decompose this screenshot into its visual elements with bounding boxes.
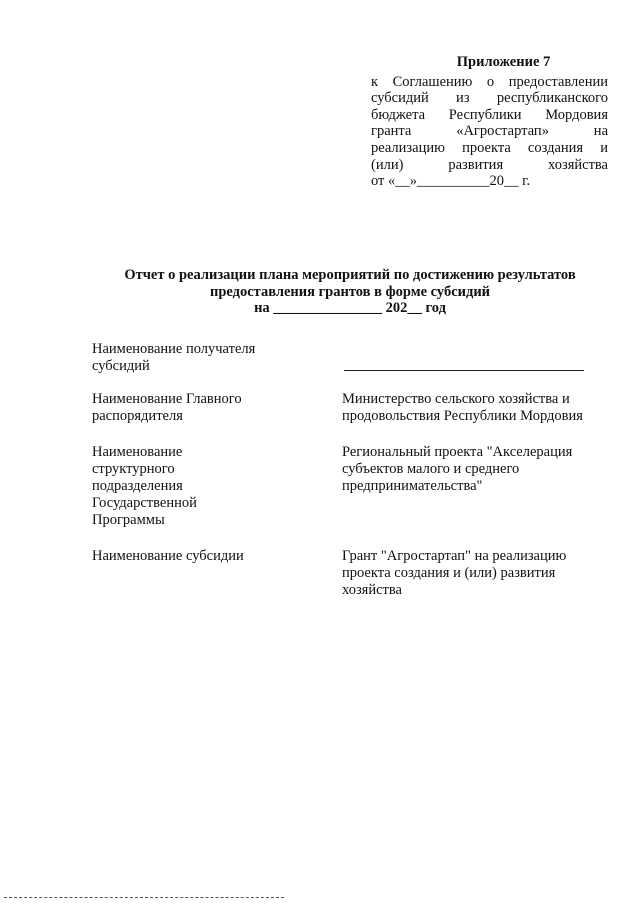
report-period-line: на _______________ 202__ год (254, 300, 446, 316)
field-value: Министерство сельского хозяйства и продовольствия Республики Мордовия (342, 391, 583, 424)
appendix-block (371, 54, 608, 190)
appendix-title: Приложение 7 (456, 54, 551, 70)
appendix-line: субсидий из республиканского (371, 90, 608, 107)
report-title (70, 267, 630, 317)
field-label: Наименование Главного распорядителя (92, 391, 242, 424)
field-label: Наименование получателя субсидий (92, 341, 256, 374)
appendix-line: к Соглашению о предоставлении (371, 73, 608, 90)
appendix-line: (или) развития хозяйства (371, 156, 608, 173)
recipient-blank-line (344, 370, 584, 371)
report-title-line: Отчет о реализации плана мероприятий по достижению результатов (124, 267, 576, 283)
appendix-date-line: от «__»__________20__ г. (371, 173, 531, 190)
field-value: Грант "Агростартап" на реализацию проекта создания и (или) развития хозяйства (342, 548, 567, 598)
field-value: Региональный проекта "Акселерация субъектов малого и среднего предпринимательства" (342, 444, 573, 494)
footnote-divider (4, 897, 284, 898)
report-title-line: предоставления грантов в форме субсидий (209, 283, 491, 300)
appendix-line: реализацию проекта создания и (371, 139, 608, 156)
field-label: Наименование субсидии (92, 548, 244, 564)
field-label: Наименование структурного подразделения Государственной Программы (92, 444, 197, 528)
appendix-line: бюджета Республики Мордовия (371, 106, 608, 123)
appendix-line: гранта «Агростартап» на (371, 123, 608, 140)
